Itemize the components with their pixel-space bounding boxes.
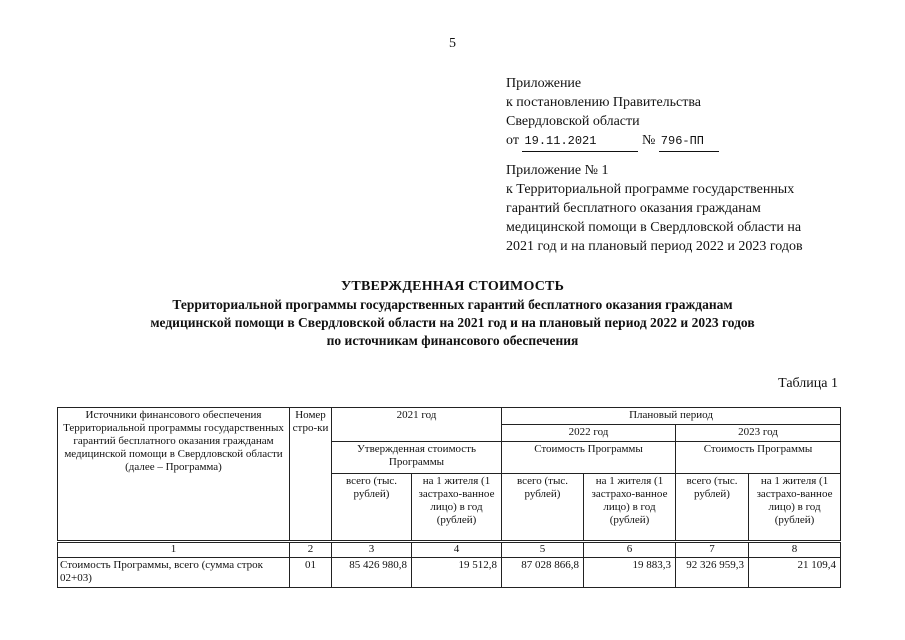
heading-line: Территориальной программы государственных гарантий бесплатного оказания гражданам xyxy=(172,297,733,312)
column-number: 7 xyxy=(676,542,749,558)
header-year-2021: 2021 год xyxy=(332,408,502,442)
appendix-line: к Территориальной программе государственных xyxy=(506,182,795,197)
header-cost-2022: Стоимость Программы xyxy=(502,442,676,474)
column-number: 6 xyxy=(584,542,676,558)
row-total-2022: 87 028 866,8 xyxy=(502,558,584,588)
header-row-number: Номер стро-ки xyxy=(290,408,332,542)
header-per-capita-2021: на 1 жителя (1 застрахо-ванное лицо) в год (рублей) xyxy=(412,474,502,542)
appendix-line: медицинской помощи в Свердловской области на xyxy=(506,220,802,235)
approval-line-1: к постановлению Правительства xyxy=(506,95,702,110)
row-per-capita-2022: 19 883,3 xyxy=(584,558,676,588)
row-total-2021: 85 426 980,8 xyxy=(332,558,412,588)
header-year-2022: 2022 год xyxy=(502,425,676,442)
header-total-2022: всего (тыс. рублей) xyxy=(502,474,584,542)
page-number: 5 xyxy=(449,36,456,51)
header-approved-cost: Утвержденная стоимость Программы xyxy=(332,442,502,474)
table-row xyxy=(58,558,841,588)
header-year-2023: 2023 год xyxy=(676,425,841,442)
header-per-capita-2023: на 1 жителя (1 застрахо-ванное лицо) в год (рублей) xyxy=(749,474,841,542)
approval-block xyxy=(506,74,719,152)
table-label: Таблица 1 xyxy=(778,376,838,391)
column-numbers-row xyxy=(58,542,841,558)
row-source: Стоимость Программы, всего (сумма строк 02+03) xyxy=(58,558,290,588)
heading-line: по источникам финансового обеспечения xyxy=(326,333,579,348)
header-cost-2023: Стоимость Программы xyxy=(676,442,841,474)
row-per-capita-2023: 21 109,4 xyxy=(749,558,841,588)
appendix-line: гарантий бесплатного оказания гражданам xyxy=(506,201,761,216)
appendix-block xyxy=(506,161,803,256)
header-per-capita-2022: на 1 жителя (1 застрахо-ванное лицо) в год (рублей) xyxy=(584,474,676,542)
number-prefix: № xyxy=(641,133,656,148)
heading-line: медицинской помощи в Свердловской области на 2021 год и на плановый период 2022 и 2023 годов xyxy=(150,315,755,330)
heading-main: УТВЕРЖДЕННАЯ СТОИМОСТЬ xyxy=(340,279,565,294)
header-total-2023: всего (тыс. рублей) xyxy=(676,474,749,542)
row-total-2023: 92 326 959,3 xyxy=(676,558,749,588)
column-number: 2 xyxy=(290,542,332,558)
column-number: 3 xyxy=(332,542,412,558)
document-heading xyxy=(0,278,905,350)
header-total-2021: всего (тыс. рублей) xyxy=(332,474,412,542)
approval-date: 19.11.2021 xyxy=(522,132,638,152)
row-per-capita-2021: 19 512,8 xyxy=(412,558,502,588)
column-number: 1 xyxy=(58,542,290,558)
approval-number: 796-ПП xyxy=(659,132,719,152)
column-number: 5 xyxy=(502,542,584,558)
appendix-title: Приложение № 1 xyxy=(506,163,609,178)
header-planning-period: Плановый период xyxy=(502,408,841,425)
appendix-line: 2021 год и на плановый период 2022 и 2023 годов xyxy=(506,239,803,254)
approval-date-line xyxy=(506,131,719,152)
column-number: 4 xyxy=(412,542,502,558)
approval-line-2: Свердловской области xyxy=(506,114,640,129)
date-prefix: от xyxy=(506,133,519,148)
row-number: 01 xyxy=(290,558,332,588)
column-number: 8 xyxy=(749,542,841,558)
cost-table xyxy=(57,407,841,588)
approval-title: Приложение xyxy=(506,76,582,91)
header-sources: Источники финансового обеспечения Территориальной программы государственных гарантий бесплатного оказания гражданам медицинской помощи в Свердловской области (далее – Программа) xyxy=(58,408,290,542)
